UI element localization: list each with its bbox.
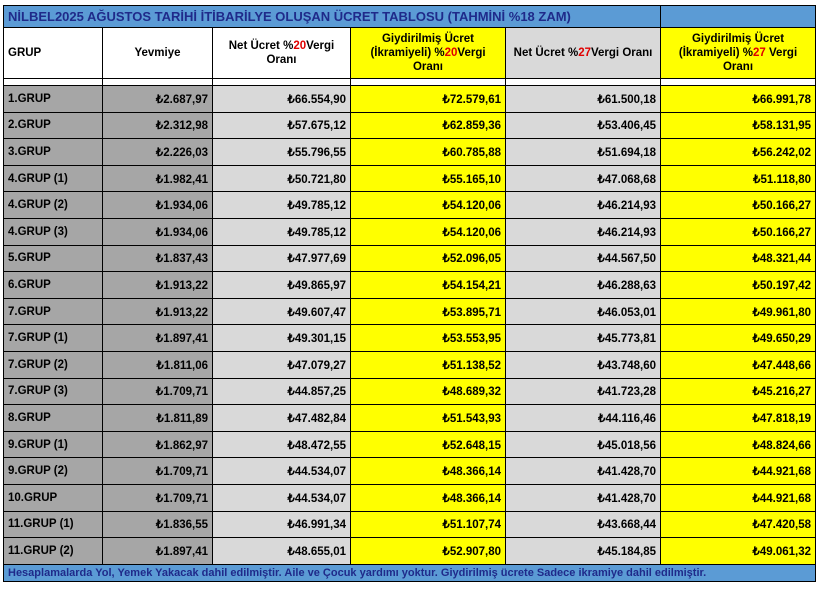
cell-net-27: ₺46.214,93 [506,192,661,219]
cell-grup: 2.GRUP [4,112,103,139]
cell-yevmiye: ₺1.934,06 [103,192,213,219]
cell-grup: 1.GRUP [4,86,103,113]
table-row [4,431,816,458]
table-row [4,165,816,192]
spacer-cell [351,79,506,86]
cell-net-20: ₺46.991,34 [213,511,351,538]
cell-yevmiye: ₺2.687,97 [103,86,213,113]
cell-yevmiye: ₺1.897,41 [103,325,213,352]
header-net-27-text: Net Ücret % [513,47,579,59]
cell-grup: 8.GRUP [4,405,103,432]
cell-giydirilmis-20: ₺51.107,74 [351,511,506,538]
cell-giydirilmis-27: ₺48.824,66 [661,431,816,458]
cell-net-20: ₺66.554,90 [213,86,351,113]
footer-note: Hesaplamalarda Yol, Yemek Yakacak dahil edilmiştir. Aile ve Çocuk yardımı yoktur. Giydirilmiş ücrete Sadece ikramiye dahil edilmiştir. [4,564,816,581]
header-giy-27-text: Giydirilmiş Ücret (İkramiyeli) % [678,33,785,59]
cell-yevmiye: ₺1.897,41 [103,538,213,565]
cell-giydirilmis-27: ₺50.197,42 [661,272,816,299]
cell-grup: 4.GRUP (1) [4,165,103,192]
cell-yevmiye: ₺1.811,89 [103,405,213,432]
header-net-20 [213,28,351,79]
cell-net-20: ₺49.301,15 [213,325,351,352]
cell-net-20: ₺49.865,97 [213,272,351,299]
cell-net-20: ₺44.534,07 [213,458,351,485]
header-giy-20-text: Giydirilmiş Ücret (İkramiyeli) % [370,33,475,59]
cell-net-27: ₺44.567,50 [506,245,661,272]
header-giy-27-pct: 27 [753,47,766,59]
cell-giydirilmis-20: ₺48.366,14 [351,458,506,485]
cell-grup: 7.GRUP (3) [4,378,103,405]
cell-net-20: ₺57.675,12 [213,112,351,139]
cell-net-27: ₺51.694,18 [506,139,661,166]
cell-giydirilmis-20: ₺54.120,06 [351,192,506,219]
cell-yevmiye: ₺1.934,06 [103,218,213,245]
cell-giydirilmis-20: ₺72.579,61 [351,86,506,113]
cell-giydirilmis-20: ₺52.648,15 [351,431,506,458]
header-net-20-suffix: Vergi Oranı [266,40,335,66]
table-row [4,139,816,166]
table-row [4,405,816,432]
spacer-cell [213,79,351,86]
cell-giydirilmis-27: ₺44.921,68 [661,484,816,511]
table-row [4,192,816,219]
cell-net-20: ₺47.977,69 [213,245,351,272]
header-giy-20-suffix: Vergi Oranı [412,47,486,73]
table-row [4,484,816,511]
cell-giydirilmis-27: ₺47.818,19 [661,405,816,432]
header-net-20-text: Net Ücret % [228,40,294,52]
header-net-27-pct: 27 [578,47,591,59]
cell-net-20: ₺48.472,55 [213,431,351,458]
cell-net-20: ₺49.607,47 [213,298,351,325]
cell-giydirilmis-27: ₺51.118,80 [661,165,816,192]
table-row [4,218,816,245]
cell-giydirilmis-27: ₺56.242,02 [661,139,816,166]
cell-net-27: ₺46.288,63 [506,272,661,299]
cell-grup: 11.GRUP (2) [4,538,103,565]
table-row [4,325,816,352]
cell-net-27: ₺43.668,44 [506,511,661,538]
cell-giydirilmis-27: ₺49.061,32 [661,538,816,565]
cell-giydirilmis-27: ₺47.420,58 [661,511,816,538]
cell-grup: 4.GRUP (3) [4,218,103,245]
cell-net-27: ₺61.500,18 [506,86,661,113]
cell-giydirilmis-20: ₺53.895,71 [351,298,506,325]
cell-grup: 3.GRUP [4,139,103,166]
cell-giydirilmis-20: ₺48.366,14 [351,484,506,511]
table-row [4,298,816,325]
cell-yevmiye: ₺1.811,06 [103,351,213,378]
cell-net-20: ₺48.655,01 [213,538,351,565]
cell-yevmiye: ₺1.836,55 [103,511,213,538]
cell-net-27: ₺43.748,60 [506,351,661,378]
cell-yevmiye: ₺2.312,98 [103,112,213,139]
table-row [4,378,816,405]
table-row [4,112,816,139]
table-row [4,86,816,113]
header-giy-20-pct: 20 [444,47,458,59]
cell-giydirilmis-27: ₺58.131,95 [661,112,816,139]
cell-yevmiye: ₺1.709,71 [103,378,213,405]
cell-giydirilmis-20: ₺51.543,93 [351,405,506,432]
header-giydirilmis-27 [661,28,816,79]
cell-net-20: ₺49.785,12 [213,218,351,245]
cell-net-27: ₺45.184,85 [506,538,661,565]
cell-grup: 4.GRUP (2) [4,192,103,219]
cell-giydirilmis-20: ₺48.689,32 [351,378,506,405]
table-row [4,538,816,565]
cell-yevmiye: ₺1.837,43 [103,245,213,272]
cell-net-27: ₺46.053,01 [506,298,661,325]
cell-grup: 11.GRUP (1) [4,511,103,538]
cell-grup: 9.GRUP (1) [4,431,103,458]
wage-table-sheet [3,5,815,582]
cell-net-27: ₺41.723,28 [506,378,661,405]
cell-giydirilmis-20: ₺60.785,88 [351,139,506,166]
cell-giydirilmis-20: ₺52.096,05 [351,245,506,272]
header-giydirilmis-20 [351,28,506,79]
cell-net-27: ₺44.116,46 [506,405,661,432]
cell-net-27: ₺41.428,70 [506,484,661,511]
cell-net-20: ₺44.857,25 [213,378,351,405]
cell-giydirilmis-27: ₺47.448,66 [661,351,816,378]
cell-giydirilmis-20: ₺62.859,36 [351,112,506,139]
spacer-cell [4,79,103,86]
cell-giydirilmis-27: ₺50.166,27 [661,218,816,245]
cell-net-27: ₺46.214,93 [506,218,661,245]
table-row [4,272,816,299]
cell-giydirilmis-27: ₺66.991,78 [661,86,816,113]
cell-yevmiye: ₺1.709,71 [103,458,213,485]
cell-grup: 7.GRUP (1) [4,325,103,352]
table-row [4,511,816,538]
table-row [4,245,816,272]
cell-yevmiye: ₺1.913,22 [103,272,213,299]
cell-giydirilmis-27: ₺44.921,68 [661,458,816,485]
header-net-27-suffix: Vergi Oranı [591,47,653,59]
cell-grup: 6.GRUP [4,272,103,299]
cell-grup: 7.GRUP (2) [4,351,103,378]
cell-net-27: ₺53.406,45 [506,112,661,139]
table-row [4,458,816,485]
cell-yevmiye: ₺1.709,71 [103,484,213,511]
cell-giydirilmis-27: ₺50.166,27 [661,192,816,219]
spacer-cell [661,79,816,86]
cell-yevmiye: ₺1.913,22 [103,298,213,325]
cell-net-20: ₺50.721,80 [213,165,351,192]
header-spacer-row [4,79,816,86]
cell-yevmiye: ₺1.862,97 [103,431,213,458]
cell-net-20: ₺47.482,84 [213,405,351,432]
wage-table [3,5,816,582]
header-giy-27-suffix: Vergi Oranı [722,47,798,73]
header-net-27 [506,28,661,79]
cell-giydirilmis-20: ₺55.165,10 [351,165,506,192]
cell-net-27: ₺45.773,81 [506,325,661,352]
table-row [4,351,816,378]
cell-net-27: ₺47.068,68 [506,165,661,192]
spacer-cell [103,79,213,86]
cell-giydirilmis-20: ₺54.120,06 [351,218,506,245]
cell-yevmiye: ₺2.226,03 [103,139,213,166]
spacer-cell [506,79,661,86]
cell-giydirilmis-27: ₺49.650,29 [661,325,816,352]
table-title: NİLBEL2025 AĞUSTOS TARİHİ İTİBARİLYE OLUŞAN ÜCRET TABLOSU (TAHMİNİ %18 ZAM) [4,6,661,28]
title-blank-cell [661,6,816,28]
cell-net-27: ₺45.018,56 [506,431,661,458]
cell-giydirilmis-20: ₺52.907,80 [351,538,506,565]
cell-net-20: ₺44.534,07 [213,484,351,511]
cell-net-20: ₺47.079,27 [213,351,351,378]
header-grup: GRUP [4,28,103,79]
cell-giydirilmis-27: ₺48.321,44 [661,245,816,272]
cell-giydirilmis-20: ₺54.154,21 [351,272,506,299]
cell-giydirilmis-20: ₺51.138,52 [351,351,506,378]
cell-grup: 10.GRUP [4,484,103,511]
cell-net-27: ₺41.428,70 [506,458,661,485]
cell-giydirilmis-27: ₺49.961,80 [661,298,816,325]
cell-giydirilmis-27: ₺45.216,27 [661,378,816,405]
cell-net-20: ₺49.785,12 [213,192,351,219]
cell-grup: 5.GRUP [4,245,103,272]
cell-grup: 9.GRUP (2) [4,458,103,485]
cell-giydirilmis-20: ₺53.553,95 [351,325,506,352]
cell-yevmiye: ₺1.982,41 [103,165,213,192]
header-yevmiye: Yevmiye [103,28,213,79]
cell-net-20: ₺55.796,55 [213,139,351,166]
header-net-20-pct: 20 [293,40,307,52]
cell-grup: 7.GRUP [4,298,103,325]
